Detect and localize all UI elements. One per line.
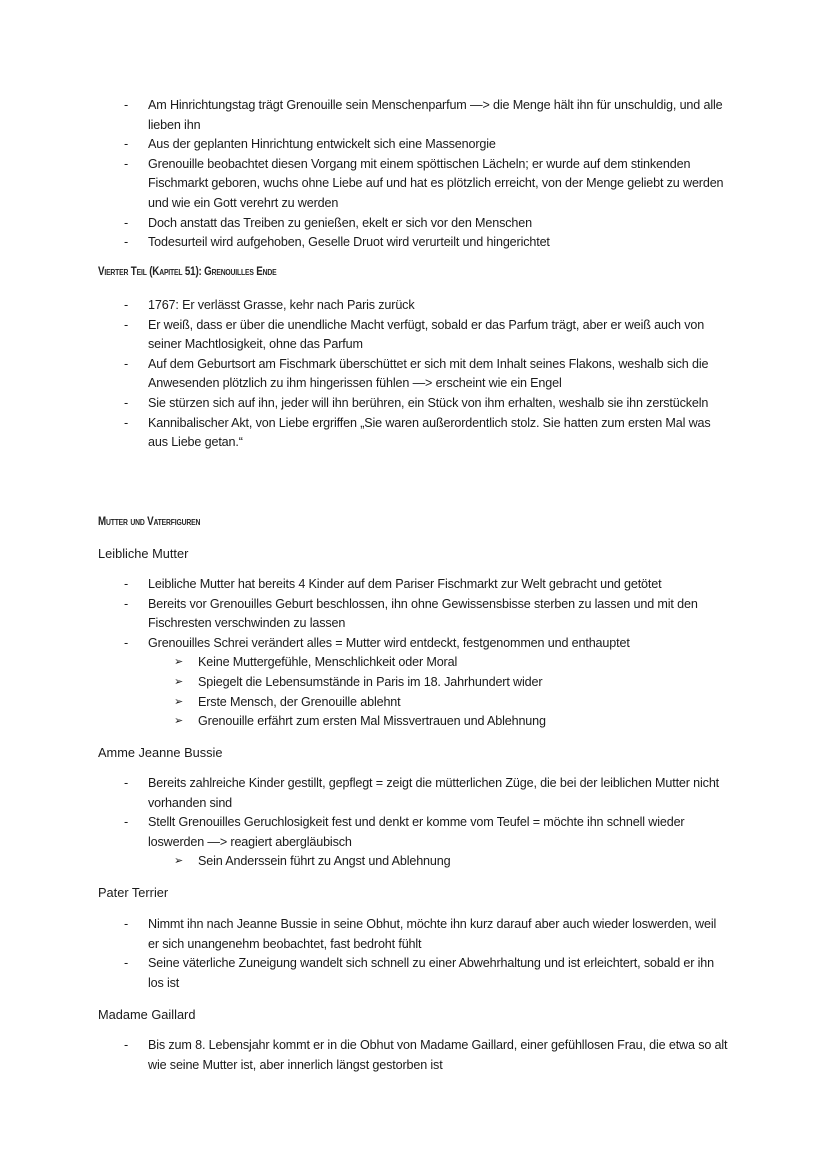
dash-bullet-icon: - [124,156,129,171]
subsection-heading: Amme Jeanne Bussie [98,745,223,760]
dash-bullet-icon: - [124,815,129,830]
list-item [0,575,728,595]
list-item-text: Am Hinrichtungstag trägt Grenouille sein Menschenparfum —> die Menge hält ihn für unschuldig, und alle lieben ihn [148,98,723,132]
dash-bullet-icon: - [124,298,129,312]
list-item-text: Aus der geplanten Hinrichtung entwickelt sich eine Massenorgie [148,137,496,152]
bullet-list [0,96,828,253]
dash-bullet-icon: - [124,98,129,112]
bullet-list [0,575,828,732]
sub-list-item-text: Grenouille erfährt zum ersten Mal Missvertrauen und Ablehnung [198,714,546,729]
sub-list-item-text: Keine Muttergefühle, Menschlichkeit oder Moral [198,655,458,670]
dash-bullet-icon: - [124,317,129,332]
list-item-text: Kannibalischer Akt, von Liebe ergriffen „Sie waren außerordentlich stolz. Sie hatten zum ersten Mal was aus Liebe getan.“ [148,415,711,450]
list-item [0,915,728,954]
subsection-heading: Madame Gaillard [98,1007,196,1022]
list-item [0,155,728,214]
sub-list-item [0,693,738,713]
subsection-heading: Leibliche Mutter [98,546,189,561]
bullet-list [0,1036,828,1075]
arrow-bullet-icon: ➢ [174,855,184,868]
dash-bullet-icon: - [124,956,129,971]
sub-list-item [0,653,738,673]
dash-bullet-icon: - [124,776,129,790]
list-item [0,316,728,355]
bullet-list [0,296,828,453]
dash-bullet-icon: - [124,235,129,250]
arrow-bullet-icon: ➢ [174,656,184,669]
list-item-text: Seine väterliche Zuneigung wandelt sich schnell zu einer Abwehrhaltung und ist erleichtert, sobald er ihn los ist [148,956,715,990]
list-item [0,954,728,993]
list-item-text: Bis zum 8. Lebensjahr kommt er in die Obhut von Madame Gaillard, einer gefühllosen Frau, die etwa so alt wie seine Mutter ist, aber innerlich längst gestorben ist [148,1038,728,1072]
list-item [0,634,728,654]
list-item [0,774,728,813]
dash-bullet-icon: - [124,215,129,230]
sub-list-item-text: Spiegelt die Lebensumstände in Paris im 18. Jahrhundert wider [198,674,543,689]
list-item-text: Stellt Grenouilles Geruchlosigkeit fest und denkt er komme vom Teufel = möchte ihn schnell wieder loswerden —> reagiert abergläubisch [148,815,685,849]
list-item [0,813,728,852]
list-item-text: Grenouille beobachtet diesen Vorgang mit einem spöttischen Lächeln; er wurde auf dem stinkenden Fischmarkt geboren, wuchs ohne Liebe auf und hat es plötzlich erreicht, von der Menge geliebt zu werden und wie ein Gott verehrt zu werden [148,156,724,210]
list-item-text: Bereits vor Grenouilles Geburt beschlossen, ihn ohne Gewissensbisse sterben zu lassen und mit den Fischresten verschwinden zu lassen [148,596,698,631]
list-item-text: Doch anstatt das Treiben zu genießen, ekelt er sich vor den Menschen [148,215,532,230]
list-item [0,355,728,394]
dash-bullet-icon: - [124,1038,129,1052]
list-item [0,296,728,316]
list-item [0,96,728,135]
list-item [0,233,728,253]
list-item [0,214,728,234]
dash-bullet-icon: - [124,596,129,611]
dash-bullet-icon: - [124,137,129,152]
subsection-heading: Pater Terrier [98,885,169,900]
list-item-text: Bereits zahlreiche Kinder gestillt, gepflegt = zeigt die mütterlichen Züge, die bei der leiblichen Mutter nicht vorhanden sind [148,776,720,810]
dash-bullet-icon: - [124,415,129,430]
sub-list-item [0,712,738,732]
list-item [0,135,728,155]
arrow-bullet-icon: ➢ [174,675,184,688]
dash-bullet-icon: - [124,577,129,591]
list-item [0,414,728,453]
section-heading: Vierter Teil (Kapitel 51): Grenouilles Ende [98,266,277,278]
section-heading: Mutter und Vaterfiguren [98,516,201,528]
sub-list-item [0,673,738,693]
list-item-text: Sie stürzen sich auf ihn, jeder will ihn berühren, ein Stück von ihm erhalten, weshalb sie ihn zerstückeln [148,395,709,410]
list-item [0,595,728,634]
bullet-list [0,915,828,993]
list-item-text: Auf dem Geburtsort am Fischmark überschüttet er sich mit dem Inhalt seines Flakons, weshalb sich die Anwesenden plötzlich zu ihm hingerissen fühlen —> erscheint wie ein Engel [148,356,709,391]
bullet-list [0,774,828,872]
sub-list-item-text: Sein Anderssein führt zu Angst und Ablehnung [198,854,451,869]
list-item-text: Leibliche Mutter hat bereits 4 Kinder auf dem Pariser Fischmarkt zur Welt gebracht und getötet [148,577,662,591]
sub-list-item [0,852,738,872]
dash-bullet-icon: - [124,395,129,410]
list-item-text: Er weiß, dass er über die unendliche Macht verfügt, sobald er das Parfum trägt, aber er weiß auch von seiner Machtlosigkeit, ohne das Parfum [148,317,705,352]
arrow-bullet-icon: ➢ [174,715,184,728]
list-item-text: Grenouilles Schrei verändert alles = Mutter wird entdeckt, festgenommen und enthauptet [148,635,630,650]
dash-bullet-icon: - [124,635,129,650]
dash-bullet-icon: - [124,917,129,931]
list-item-text: Nimmt ihn nach Jeanne Bussie in seine Obhut, möchte ihn kurz darauf aber auch wieder loswerden, weil er sich unangenehm beobachtet, fast bedroht fühlt [148,917,717,951]
list-item-text: Todesurteil wird aufgehoben, Geselle Druot wird verurteilt und hingerichtet [148,235,550,250]
arrow-bullet-icon: ➢ [174,695,184,708]
sub-list-item-text: Erste Mensch, der Grenouille ablehnt [198,694,401,709]
list-item [0,394,728,414]
list-item-text: 1767: Er verlässt Grasse, kehr nach Paris zurück [148,298,415,312]
dash-bullet-icon: - [124,356,129,371]
list-item [0,1036,728,1075]
